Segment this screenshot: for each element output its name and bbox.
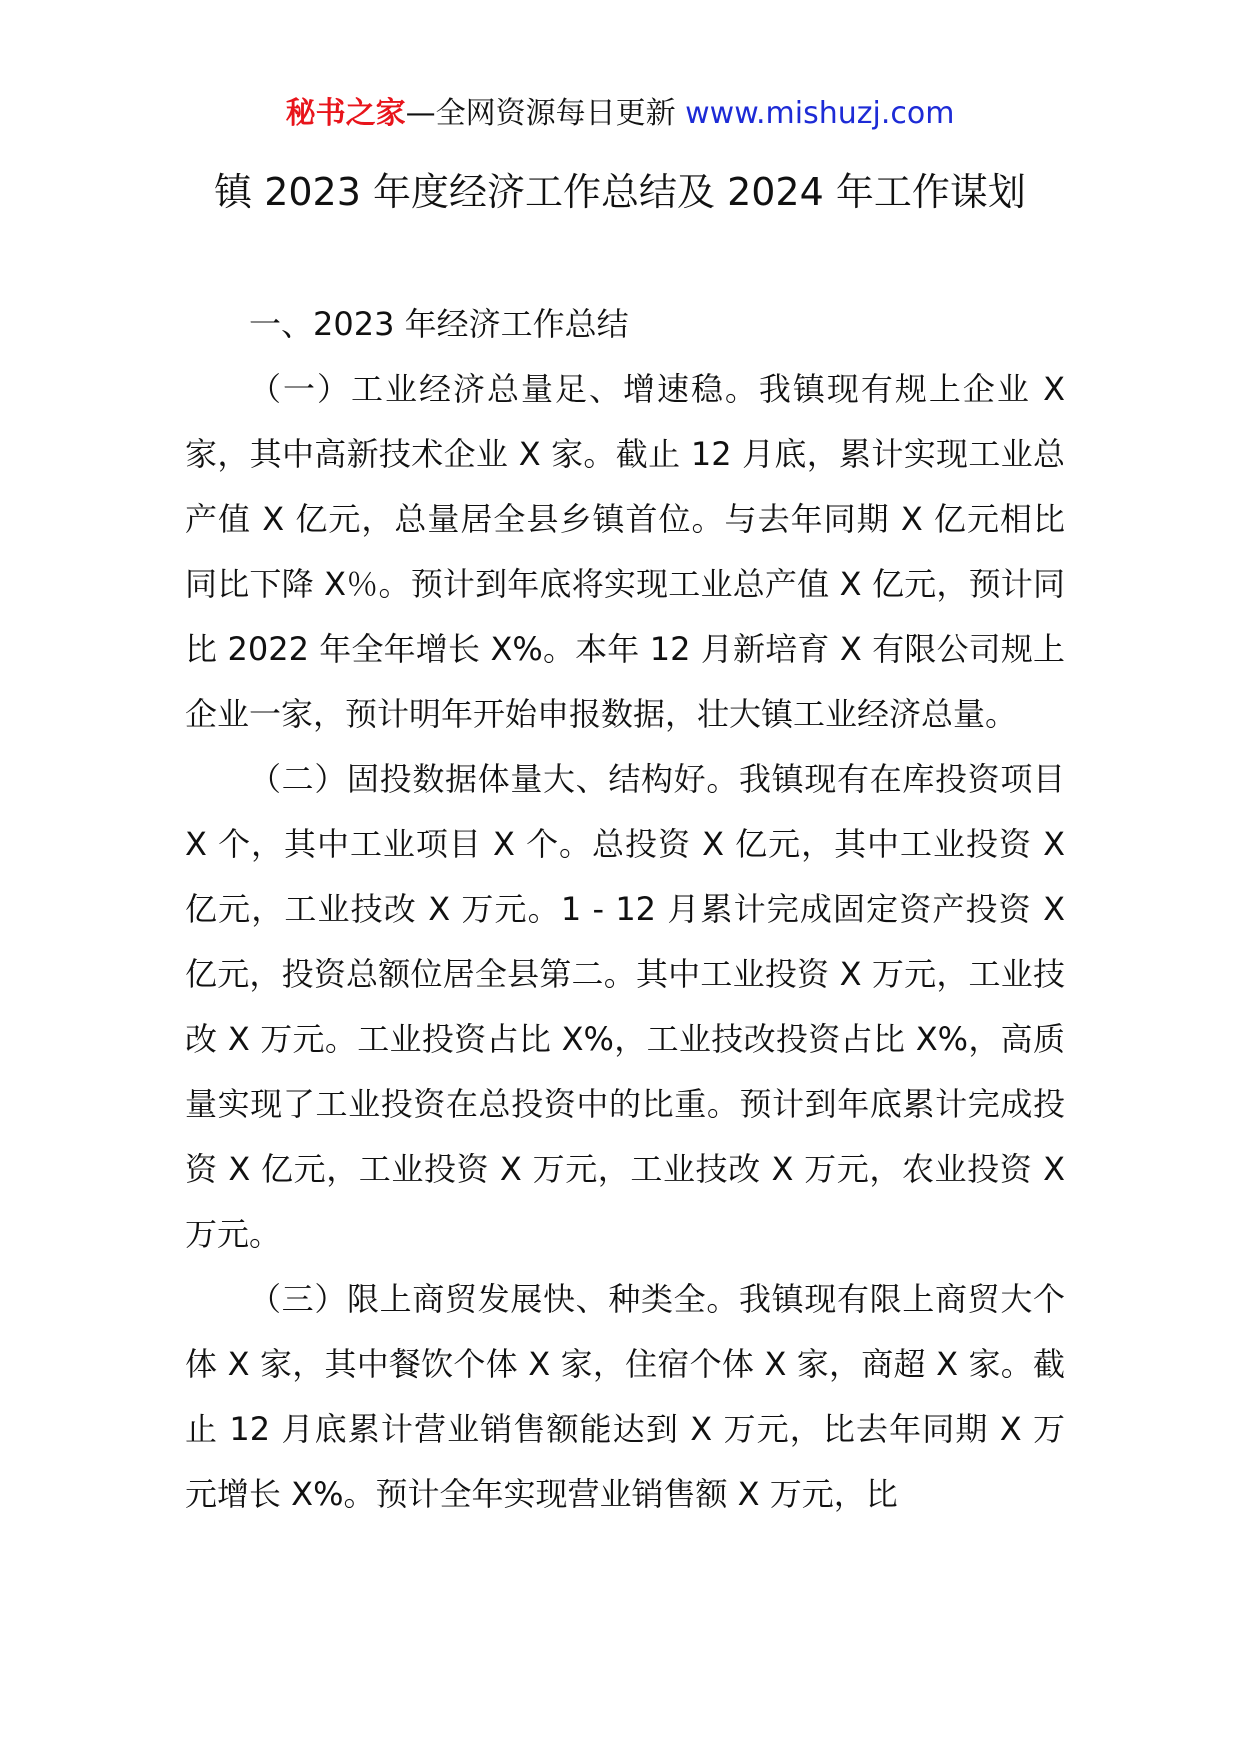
document-title: 镇 2023 年度经济工作总结及 2024 年工作谋划 (214, 170, 1026, 214)
paragraph-fixed-investment: （二）固投数据体量大、结构好。我镇现有在库投资项目 X 个，其中工业项目 X 个。总投资 X 亿元，其中工业投资 X 亿元，工业技改 X 万元。1 - 12 月累计完成固定资产投资 X 亿元，投资总额位居全县第二。其中工业投资 X 万元，工业技改 X 万元。工业投资占比 X%，工业技改投资占比 X%，高质量实现了工业投资在总投资中的比重。预计到年底累计完成投资 X 亿元，工业投资 X 万元，工业技改 X 万元，农业投资 X 万元。 (185, 760, 1065, 1253)
document-body (185, 292, 1065, 1527)
site-header (0, 92, 1240, 136)
site-url-link[interactable]: www.mishuzj.com (685, 96, 955, 131)
paragraph-industrial-economy: （一）工业经济总量足、增速稳。我镇现有规上企业 X 家，其中高新技术企业 X 家。截止 12 月底，累计实现工业总产值 X 亿元，总量居全县乡镇首位。与去年同期 X 亿元相比同比下降 X％。预计到年底将实现工业总产值 X 亿元，预计同比 2022 年全年增长 X%。本年 12 月新培育 X 有限公司规上企业一家，预计明年开始申报数据，壮大镇工业经济总量。 (185, 370, 1065, 733)
site-brand: 秘书之家 (285, 96, 406, 131)
section-heading: 一、2023 年经济工作总结 (249, 305, 629, 343)
paragraph-commerce-trade: （三）限上商贸发展快、种类全。我镇现有限上商贸大个体 X 家，其中餐饮个体 X 家，住宿个体 X 家，商超 X 家。截止 12 月底累计营业销售额能达到 X 万元，比去年同期 X 万元增长 X%。预计全年实现营业销售额 X 万元，比 (185, 1280, 1065, 1513)
site-tagline: —全网资源每日更新 (405, 96, 676, 131)
